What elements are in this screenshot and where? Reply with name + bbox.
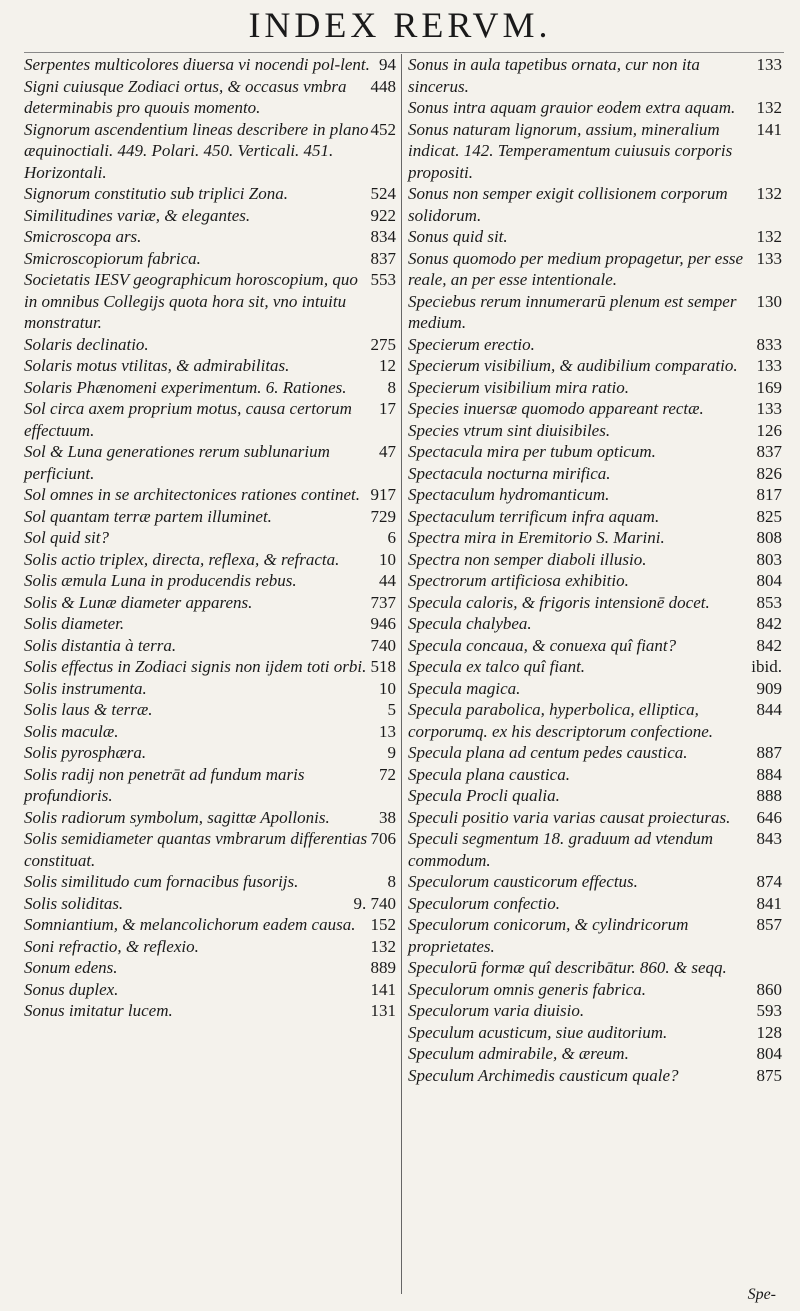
- entry-page-number: 17: [379, 399, 396, 418]
- entry-text: Specierum visibilium mira ratio.: [408, 377, 629, 397]
- index-entry: [408, 97, 782, 119]
- entry-text: Speculum acusticum, siue auditorium.: [408, 1022, 668, 1042]
- entry-page-number: 132: [756, 227, 782, 246]
- entry-text: Sonus duplex.: [24, 979, 119, 999]
- index-entry: [408, 979, 782, 1001]
- entry-text: Speculorum omnis generis fabrica.: [408, 979, 646, 999]
- index-entry: [408, 1065, 782, 1087]
- entry-text: Speculorum causticorum effectus.: [408, 872, 638, 891]
- entry-page-number: 553: [370, 270, 396, 289]
- entry-text: Solis pyrosphæra.: [24, 743, 147, 762]
- index-entry: [408, 785, 782, 807]
- entry-page-number: 917: [370, 485, 396, 504]
- entry-text: Similitudines variæ, & elegantes.: [24, 205, 251, 225]
- entry-text: Solis & Lunæ diameter apparens.: [24, 592, 253, 612]
- entry-page-number: 10: [379, 549, 396, 569]
- entry-page-number: 884: [756, 764, 782, 784]
- entry-text: Spectaculum hydromanticum.: [408, 485, 610, 504]
- entry-text: Specierum erectio.: [408, 334, 535, 354]
- index-entry: [24, 871, 396, 893]
- entry-page-number: 825: [756, 506, 782, 526]
- index-entry: [24, 1000, 396, 1022]
- entry-page-number: 808: [756, 528, 782, 547]
- entry-page-number: 94: [379, 55, 396, 74]
- entry-text: Spectaculum terrificum infra aquam.: [408, 506, 660, 526]
- entry-page-number: 452: [370, 119, 396, 139]
- entry-text: Solis semidiameter quantas vmbrarum differentias constituat.: [24, 829, 368, 870]
- index-entry: [24, 592, 396, 614]
- entry-text: Spectrorum artificiosa exhibitio.: [408, 571, 629, 590]
- index-entry: [408, 828, 782, 871]
- entry-page-number: 817: [756, 485, 782, 504]
- index-entry: [408, 1022, 782, 1044]
- index-entry: [408, 656, 782, 678]
- entry-page-number: 132: [756, 184, 782, 203]
- entry-page-number: 853: [756, 592, 782, 612]
- entry-text: Species inuersæ quomodo appareant rectæ.: [408, 399, 704, 418]
- entry-page-number: 126: [756, 420, 782, 440]
- entry-text: Speculi positio varia varias causat proiecturas.: [408, 807, 731, 827]
- index-entry: [408, 570, 782, 592]
- index-entry: [24, 226, 396, 248]
- entry-text: Sonus quomodo per medium propagetur, per esse reale, an per esse intentionale.: [408, 248, 744, 289]
- entry-page-number: 44: [379, 571, 396, 590]
- index-entry: [24, 721, 396, 743]
- index-entry: [24, 527, 396, 549]
- entry-text: Soni refractio, & reflexio.: [24, 936, 199, 956]
- entry-text: Smicroscopiorum fabrica.: [24, 248, 201, 268]
- entry-page-number: 837: [370, 248, 396, 268]
- entry-text: Specula magica.: [408, 678, 521, 698]
- entry-page-number: 593: [756, 1001, 782, 1020]
- index-entry: [408, 764, 782, 786]
- index-entry: [408, 248, 782, 291]
- entry-page-number: 946: [370, 614, 396, 633]
- index-entry: [408, 957, 782, 979]
- index-entry: [24, 828, 396, 871]
- index-entry: [408, 183, 782, 226]
- index-entry: [408, 871, 782, 893]
- index-entry: [24, 764, 396, 807]
- entry-page-number: 837: [756, 442, 782, 461]
- entry-text: Solis diameter.: [24, 614, 125, 633]
- index-entry: [24, 570, 396, 592]
- entry-page-number: 152: [370, 915, 396, 934]
- entry-page-number: 38: [379, 807, 396, 827]
- index-entry: [24, 613, 396, 635]
- index-entry: [24, 914, 396, 936]
- entry-text: Specula Procli qualia.: [408, 786, 560, 805]
- entry-page-number: 128: [756, 1022, 782, 1042]
- index-entry: [24, 54, 396, 76]
- entry-text: Speculorū formæ quî describātur. 860. & seqq.: [408, 958, 727, 977]
- entry-text: Solis æmula Luna in producendis rebus.: [24, 571, 297, 590]
- index-entry: [408, 914, 782, 957]
- entry-page-number: 169: [756, 377, 782, 397]
- entry-text: Sol omnes in se architectonices rationes continet.: [24, 485, 360, 504]
- entry-page-number: 803: [756, 549, 782, 569]
- index-entry: [408, 226, 782, 248]
- index-entry: [408, 613, 782, 635]
- index-entry: [408, 592, 782, 614]
- entry-page-number: 132: [756, 98, 782, 117]
- entry-page-number: 72: [379, 764, 396, 784]
- entry-text: Spectra non semper diaboli illusio.: [408, 549, 647, 569]
- entry-text: Solis actio triplex, directa, reflexa, & refracta.: [24, 549, 340, 569]
- index-entry: [24, 979, 396, 1001]
- index-entry: [408, 398, 782, 420]
- entry-text: Speculorum confectio.: [408, 893, 561, 913]
- index-entry: [408, 678, 782, 700]
- entry-page-number: 133: [756, 399, 782, 418]
- index-entry: [24, 119, 396, 184]
- index-entry: [408, 549, 782, 571]
- header-rule: [24, 52, 784, 53]
- entry-text: Specula plana caustica.: [408, 764, 570, 784]
- index-entry: [24, 334, 396, 356]
- index-entry: [24, 656, 396, 678]
- entry-page-number: 842: [756, 614, 782, 633]
- entry-text: Sonum edens.: [24, 958, 118, 977]
- index-entry: [24, 269, 396, 334]
- index-entry: [24, 248, 396, 270]
- entry-page-number: 706: [370, 829, 396, 848]
- entry-text: Solis effectus in Zodiaci signis non ijdem toti orbi.: [24, 657, 367, 676]
- entry-page-number: 844: [756, 700, 782, 719]
- entry-text: Speculi segmentum 18. graduum ad vtendum commodum.: [408, 829, 714, 870]
- entry-text: Solis similitudo cum fornacibus fusorijs.: [24, 872, 299, 891]
- index-entry: [408, 119, 782, 184]
- index-entry: [24, 957, 396, 979]
- entry-page-number: 737: [370, 592, 396, 612]
- entry-page-number: 6: [387, 528, 396, 547]
- index-entry: [408, 527, 782, 549]
- catchword: Spe-: [747, 1286, 776, 1303]
- index-entry: [24, 205, 396, 227]
- entry-page-number: 130: [756, 291, 782, 311]
- entry-page-number: 133: [756, 55, 782, 74]
- index-entry: [408, 1000, 782, 1022]
- index-entry: [24, 936, 396, 958]
- entry-page-number: 524: [370, 184, 396, 203]
- index-entry: [24, 441, 396, 484]
- entry-page-number: 9: [387, 743, 396, 762]
- entry-text: Sol circa axem proprium motus, causa certorum effectuum.: [24, 399, 352, 440]
- entry-text: Sonus non semper exigit collisionem corporum solidorum.: [408, 184, 728, 225]
- entry-text: Specula concaua, & conuexa quî fiant?: [408, 635, 677, 655]
- entry-text: Sonus intra aquam grauior eodem extra aquam.: [408, 98, 736, 117]
- entry-page-number: 133: [756, 356, 782, 375]
- entry-page-number: 843: [756, 829, 782, 848]
- index-entry: [408, 441, 782, 463]
- entry-page-number: 922: [370, 205, 396, 225]
- entry-text: Spectra mira in Eremitorio S. Marini.: [408, 528, 665, 547]
- entry-page-number: 833: [756, 334, 782, 354]
- entry-page-number: 889: [370, 958, 396, 977]
- entry-text: Specierum visibilium, & audibilium comparatio.: [408, 356, 738, 375]
- index-column-right: [408, 54, 782, 1306]
- entry-text: Sol quantam terræ partem illuminet.: [24, 506, 272, 526]
- entry-text: Solaris motus vtilitas, & admirabilitas.: [24, 356, 290, 375]
- index-entry: [24, 506, 396, 528]
- entry-page-number: 9. 740: [353, 893, 396, 913]
- entry-page-number: 875: [756, 1065, 782, 1085]
- index-entry: [24, 183, 396, 205]
- index-entry: [24, 355, 396, 377]
- entry-text: Speculorum conicorum, & cylindricorum proprietates.: [408, 915, 689, 956]
- entry-page-number: 131: [370, 1001, 396, 1020]
- index-entry: [408, 291, 782, 334]
- entry-text: Signi cuiusque Zodiaci ortus, & occasus vmbra determinabis pro quouis momento.: [24, 76, 347, 117]
- entry-text: Societatis IESV geographicum horoscopium, quo in omnibus Collegijs quota hora sit, vno intuitu monstratur.: [24, 270, 358, 332]
- entry-page-number: 8: [387, 872, 396, 891]
- column-divider: [401, 54, 402, 1294]
- index-entry: [24, 76, 396, 119]
- entry-text: Solis instrumenta.: [24, 678, 147, 698]
- entry-text: Specula chalybea.: [408, 614, 532, 633]
- entry-text: Sol quid sit?: [24, 528, 110, 547]
- entry-text: Species vtrum sint diuisibiles.: [408, 420, 611, 440]
- entry-text: Solis soliditas.: [24, 893, 124, 913]
- entry-page-number: 13: [379, 721, 396, 741]
- index-entry: [24, 398, 396, 441]
- entry-page-number: 841: [756, 893, 782, 913]
- index-entry: [24, 893, 396, 915]
- entry-text: Sonus quid sit.: [408, 227, 508, 246]
- entry-page-number: 887: [756, 743, 782, 762]
- entry-text: Signorum constitutio sub triplici Zona.: [24, 184, 288, 203]
- entry-text: Spectacula nocturna mirifica.: [408, 463, 611, 483]
- entry-text: Solaris Phænomeni experimentum. 6. Rationes.: [24, 377, 347, 397]
- entry-text: Serpentes multicolores diuersa vi nocendi pol-lent.: [24, 55, 370, 74]
- entry-text: Signorum ascendentium lineas describere in plano æquinoctiali. 449. Polari. 450. Verticali. 451. Horizontali.: [24, 119, 369, 182]
- entry-text: Speciebus rerum innumerarū plenum est semper medium.: [408, 291, 737, 332]
- index-entry: [24, 678, 396, 700]
- entry-text: Solis maculæ.: [24, 721, 119, 741]
- entry-text: Specula ex talco quî fiant.: [408, 657, 586, 676]
- index-entry: [408, 807, 782, 829]
- entry-text: Speculorum varia diuisio.: [408, 1001, 585, 1020]
- entry-page-number: 804: [756, 571, 782, 590]
- entry-page-number: 133: [756, 248, 782, 268]
- entry-page-number: 860: [756, 979, 782, 999]
- index-entry: [24, 635, 396, 657]
- entry-text: Smicroscopa ars.: [24, 227, 142, 246]
- index-entry: [408, 355, 782, 377]
- entry-page-number: 448: [370, 76, 396, 96]
- entry-page-number: 909: [756, 678, 782, 698]
- entry-page-number: 874: [756, 872, 782, 891]
- entry-page-number: 47: [379, 442, 396, 461]
- entry-page-number: 10: [379, 678, 396, 698]
- entry-text: Spectacula mira per tubum opticum.: [408, 442, 656, 461]
- entry-page-number: 646: [756, 807, 782, 827]
- entry-page-number: 857: [756, 915, 782, 934]
- entry-text: Specula caloris, & frigoris intensionē docet.: [408, 592, 710, 612]
- entry-text: Solis laus & terræ.: [24, 700, 153, 719]
- index-entry: [24, 699, 396, 721]
- entry-text: Solis radiorum symbolum, sagittæ Apollonis.: [24, 807, 330, 827]
- index-entry: [408, 742, 782, 764]
- index-entry: [408, 699, 782, 742]
- entry-page-number: ibid.: [751, 657, 782, 676]
- index-entry: [408, 377, 782, 399]
- entry-page-number: 729: [370, 506, 396, 526]
- entry-page-number: 804: [756, 1044, 782, 1063]
- entry-text: Sonus in aula tapetibus ornata, cur non ita sincerus.: [408, 55, 700, 96]
- entry-page-number: 5: [387, 700, 396, 719]
- index-entry: [24, 484, 396, 506]
- page-title: INDEX RERVM.: [248, 5, 552, 45]
- entry-text: Solis distantia à terra.: [24, 635, 177, 655]
- index-entry: [24, 549, 396, 571]
- index-entry: [24, 377, 396, 399]
- index-entry: [408, 893, 782, 915]
- entry-page-number: 275: [370, 334, 396, 354]
- entry-text: Speculum admirabile, & æreum.: [408, 1044, 629, 1063]
- entry-page-number: 141: [370, 979, 396, 999]
- entry-text: Sonus imitatur lucem.: [24, 1001, 173, 1020]
- index-entry: [408, 420, 782, 442]
- index-column-left: [24, 54, 396, 1306]
- entry-text: Specula plana ad centum pedes caustica.: [408, 743, 688, 762]
- entry-page-number: 842: [756, 635, 782, 655]
- entry-text: Somniantium, & melancolichorum eadem causa.: [24, 915, 356, 934]
- entry-text: Sol & Luna generationes rerum sublunarium perficiunt.: [24, 442, 330, 483]
- entry-page-number: 518: [370, 657, 396, 676]
- index-entry: [408, 1043, 782, 1065]
- index-entry: [408, 54, 782, 97]
- index-entry: [408, 484, 782, 506]
- entry-page-number: 8: [387, 377, 396, 397]
- entry-text: Specula parabolica, hyperbolica, elliptica, corporumq. ex his descriptorum confectione.: [408, 700, 713, 741]
- index-entry: [408, 334, 782, 356]
- index-entry: [24, 807, 396, 829]
- index-entry: [408, 463, 782, 485]
- entry-page-number: 834: [370, 227, 396, 246]
- entry-page-number: 740: [370, 635, 396, 655]
- entry-text: Speculum Archimedis causticum quale?: [408, 1065, 679, 1085]
- entry-page-number: 12: [379, 356, 396, 375]
- entry-page-number: 141: [756, 119, 782, 139]
- index-entry: [408, 635, 782, 657]
- entry-page-number: 132: [370, 936, 396, 956]
- entry-text: Solaris declinatio.: [24, 334, 149, 354]
- index-entry: [408, 506, 782, 528]
- entry-page-number: 888: [756, 786, 782, 805]
- index-entry: [24, 742, 396, 764]
- entry-page-number: 826: [756, 463, 782, 483]
- entry-text: Solis radij non penetrāt ad fundum maris profundioris.: [24, 764, 305, 805]
- entry-text: Sonus naturam lignorum, assium, mineralium indicat. 142. Temperamentum cuiusuis corporis propositi.: [408, 119, 733, 182]
